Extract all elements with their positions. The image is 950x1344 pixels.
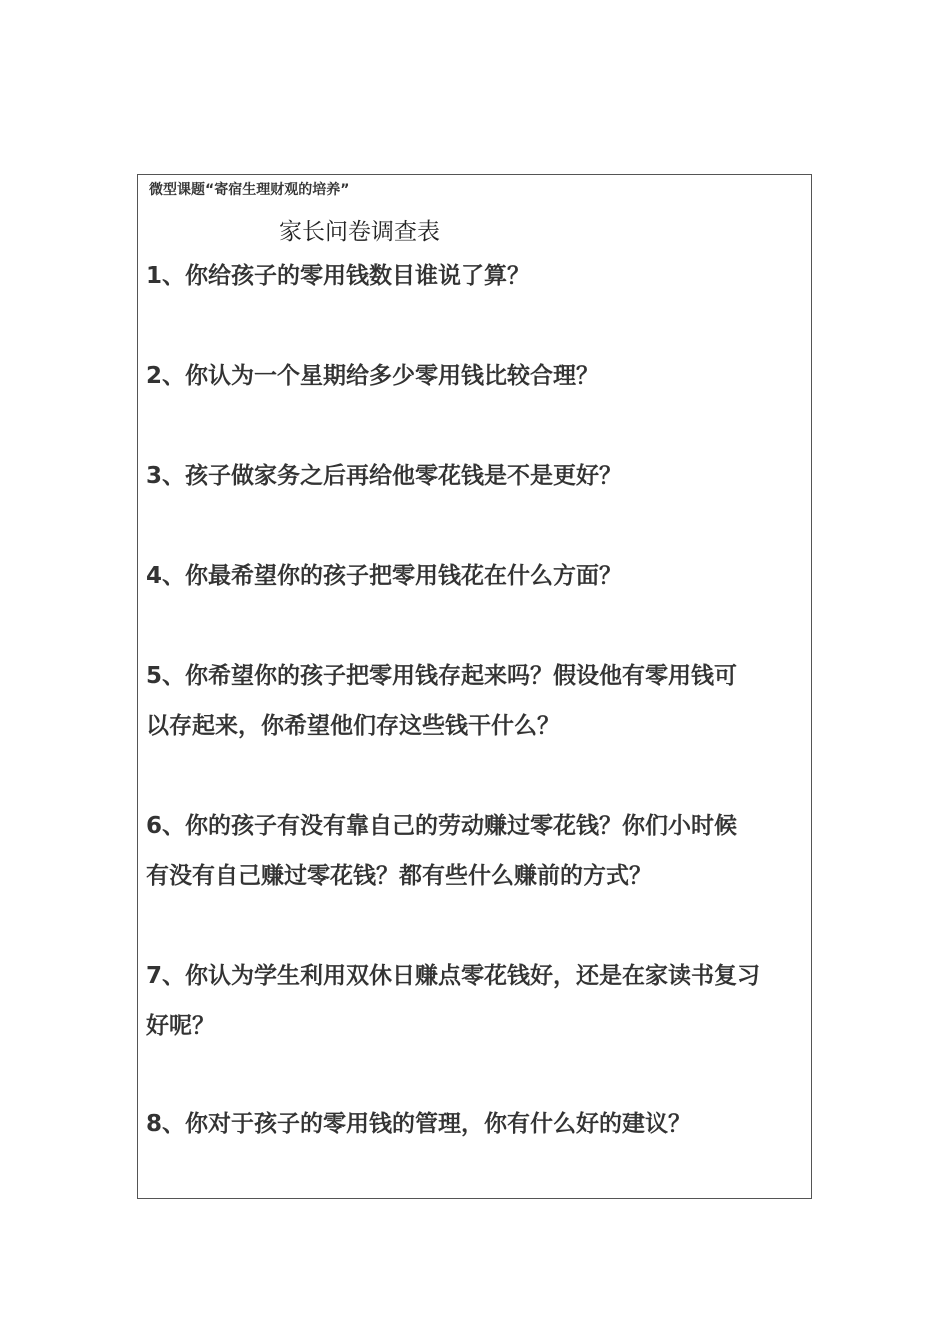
question-5	[146, 651, 806, 751]
question-5-line-2: 以存起来，你希望他们存这些钱干什么？	[146, 713, 560, 739]
question-8-line-1: 8、你对于孩子的零用钱的管理，你有什么好的建议？	[146, 1111, 692, 1137]
question-6-line-2: 有没有自己赚过零花钱？都有些什么赚前的方式？	[146, 863, 652, 889]
question-7-line-2: 好呢？	[146, 1013, 215, 1039]
question-6	[146, 801, 806, 901]
question-7	[146, 951, 806, 1051]
question-1-line-1: 1、你给孩子的零用钱数目谁说了算？	[146, 263, 531, 289]
question-3	[146, 451, 806, 501]
question-2-line-1: 2、你认为一个星期给多少零用钱比较合理？	[146, 363, 600, 389]
subject-heading: 微型课题“寄宿生理财观的培养”	[149, 182, 350, 198]
question-4	[146, 551, 806, 601]
question-5-line-1: 5、你希望你的孩子把零用钱存起来吗？假设他有零用钱可	[146, 663, 738, 689]
questionnaire-title: 家长问卷调查表	[279, 219, 440, 245]
question-4-line-1: 4、你最希望你的孩子把零用钱花在什么方面？	[146, 563, 623, 589]
question-6-line-1: 6、你的孩子有没有靠自己的劳动赚过零花钱？你们小时候	[146, 813, 738, 839]
question-8	[146, 1099, 806, 1149]
question-2	[146, 351, 806, 401]
questionnaire-frame	[137, 174, 812, 1199]
question-3-line-1: 3、孩子做家务之后再给他零花钱是不是更好？	[146, 463, 623, 489]
question-1	[146, 251, 806, 301]
question-7-line-1: 7、你认为学生利用双休日赚点零花钱好，还是在家读书复习	[146, 963, 761, 989]
